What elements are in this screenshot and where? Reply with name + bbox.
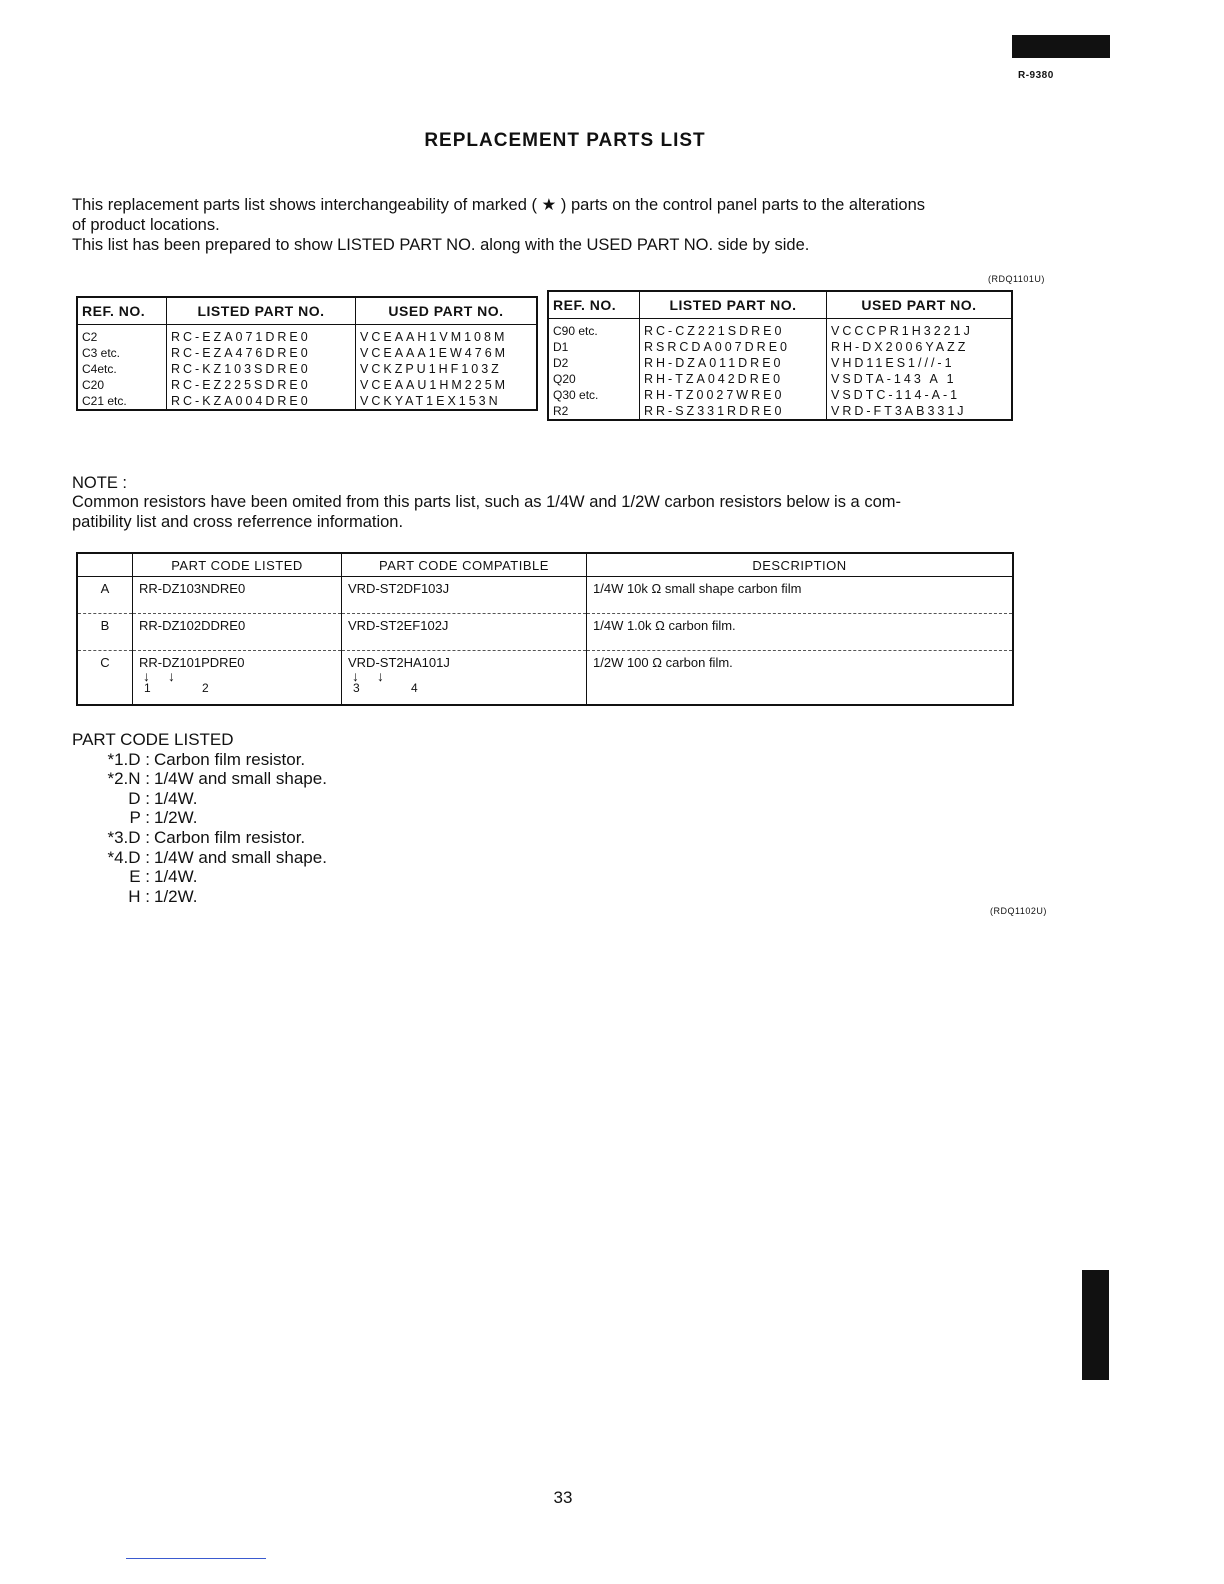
ref-number: C20 — [82, 378, 105, 392]
table-row — [548, 403, 1012, 420]
corner-index-mark — [1012, 35, 1110, 58]
legend-key: *4.D : — [107, 847, 150, 867]
down-arrow-icon: ↓↓ — [352, 668, 402, 684]
used-part-number: VCEAAA1EW476M — [356, 345, 538, 361]
column-header-description: DESCRIPTION — [587, 553, 1014, 577]
compatible-code: VRD-ST2EF102J — [342, 614, 587, 651]
position-markers: 3 4 — [353, 681, 442, 695]
listed-code-cell — [133, 651, 342, 706]
used-part-number: VRD-FT3AB331J — [827, 403, 1013, 420]
legend-key: *2.N : — [107, 769, 150, 789]
table-row — [77, 377, 537, 393]
legend-value: 1/4W and small shape. — [154, 847, 327, 867]
listed-part-number: RSRCDA007DRE0 — [640, 339, 827, 355]
page-title: REPLACEMENT PARTS LIST — [424, 130, 706, 151]
parts-table-left — [76, 296, 538, 411]
legend-item — [72, 848, 327, 868]
listed-part-number: RR-SZ331RDRE0 — [640, 403, 827, 420]
listed-code: RR-DZ101PDRE0 — [139, 655, 245, 670]
listed-part-number: RC-EZA476DRE0 — [167, 345, 356, 361]
legend-item — [72, 867, 327, 887]
legend-value: 1/2W. — [154, 886, 198, 906]
ref-number: Q30 etc. — [553, 388, 599, 402]
ref-number: C3 etc. — [82, 346, 121, 360]
table-row — [548, 319, 1012, 340]
legend-key: H : — [128, 886, 150, 906]
listed-part-number: RC-EZ225SDRE0 — [167, 377, 356, 393]
legend-value: 1/4W. — [154, 788, 198, 808]
table-header-row — [77, 553, 1013, 577]
column-header-used: USED PART NO. — [827, 291, 1013, 319]
table-row — [77, 614, 1013, 651]
column-header-key — [77, 553, 133, 577]
table-row — [77, 345, 537, 361]
note-text — [72, 492, 1072, 532]
listed-part-number: RH-TZA042DRE0 — [640, 371, 827, 387]
intro-line-2: of product locations. — [72, 216, 220, 234]
legend-value: 1/4W. — [154, 867, 198, 887]
page-number: 33 — [553, 1488, 573, 1507]
table-row — [548, 371, 1012, 387]
description: 1/2W 100 Ω carbon film. — [587, 651, 1014, 706]
intro-paragraph — [72, 195, 1072, 255]
column-header-listed: LISTED PART NO. — [640, 291, 827, 319]
position-markers: 1 2 — [144, 681, 233, 695]
compatibility-table — [76, 552, 1014, 706]
intro-line-1: This replacement parts list shows interchangeability of marked ( ★ ) parts on the control panel parts to the alterations — [72, 196, 926, 214]
legend-key: *1.D : — [107, 749, 150, 769]
ref-number: C2 — [82, 330, 98, 344]
column-header-ref: REF. NO. — [77, 297, 167, 325]
legend-item — [72, 887, 327, 907]
used-part-number: VSDTA-143 A 1 — [827, 371, 1013, 387]
column-header-ref: REF. NO. — [548, 291, 640, 319]
legend-value: 1/4W and small shape. — [154, 769, 327, 789]
ref-number: C4etc. — [82, 362, 117, 376]
table-row — [77, 393, 537, 410]
part-code-legend — [72, 730, 327, 906]
note-line-2: patibility list and cross referrence information. — [72, 513, 404, 531]
listed-part-number: RH-DZA011DRE0 — [640, 355, 827, 371]
legend-value: 1/2W. — [154, 808, 198, 828]
legend-title: PART CODE LISTED — [72, 730, 234, 749]
table-header-row — [548, 291, 1012, 319]
listed-part-number: RC-KZ103SDRE0 — [167, 361, 356, 377]
table-row — [77, 577, 1013, 614]
row-key: A — [77, 577, 133, 614]
column-header-used: USED PART NO. — [356, 297, 538, 325]
column-header-listed: PART CODE LISTED — [133, 553, 342, 577]
legend-item — [72, 808, 327, 828]
compatible-code-cell — [342, 651, 587, 706]
description: 1/4W 10k Ω small shape carbon film — [587, 577, 1014, 614]
divider — [126, 1558, 266, 1559]
used-part-number: VCKYAT1EX153N — [356, 393, 538, 410]
legend-key: E : — [129, 867, 150, 887]
model-number: R-9380 — [1018, 70, 1054, 81]
note-label: NOTE : — [72, 474, 128, 492]
listed-part-number: RC-KZA004DRE0 — [167, 393, 356, 410]
legend-key: *3.D : — [107, 827, 150, 847]
ref-number: D1 — [553, 340, 569, 354]
legend-item — [72, 789, 327, 809]
legend-item — [72, 828, 327, 848]
table-row — [548, 387, 1012, 403]
ref-number: C90 etc. — [553, 324, 598, 338]
column-header-compatible: PART CODE COMPATIBLE — [342, 553, 587, 577]
table-row — [77, 361, 537, 377]
listed-part-number: RC-EZA071DRE0 — [167, 325, 356, 346]
used-part-number: VCEAAH1VM108M — [356, 325, 538, 346]
reference-code: (RDQ1101U) — [988, 274, 1045, 284]
ref-number: C21 etc. — [82, 394, 127, 408]
used-part-number: VSDTC-114-A-1 — [827, 387, 1013, 403]
table-row — [548, 339, 1012, 355]
used-part-number: VCCCPR1H3221J — [827, 319, 1013, 340]
legend-value: Carbon film resistor. — [154, 827, 306, 847]
listed-part-number: RH-TZ0027WRE0 — [640, 387, 827, 403]
reference-code: (RDQ1102U) — [990, 906, 1047, 916]
used-part-number: RH-DX2006YAZZ — [827, 339, 1013, 355]
ref-number: R2 — [553, 404, 569, 418]
compatible-code: VRD-ST2DF103J — [342, 577, 587, 614]
note-line-1: Common resistors have been omited from this parts list, such as 1/4W and 1/2W carbon resistors below is a com- — [72, 493, 901, 511]
used-part-number: VCKZPU1HF103Z — [356, 361, 538, 377]
legend-value: Carbon film resistor. — [154, 749, 306, 769]
ref-number: Q20 — [553, 372, 576, 386]
listed-code: RR-DZ103NDRE0 — [133, 577, 342, 614]
ref-number: D2 — [553, 356, 569, 370]
listed-part-number: RC-CZ221SDRE0 — [640, 319, 827, 340]
intro-line-3: This list has been prepared to show LISTED PART NO. along with the USED PART NO. side by side. — [72, 236, 810, 254]
legend-item — [72, 750, 327, 770]
column-header-listed: LISTED PART NO. — [167, 297, 356, 325]
listed-code: RR-DZ102DDRE0 — [133, 614, 342, 651]
table-row — [548, 355, 1012, 371]
used-part-number: VCEAAU1HM225M — [356, 377, 538, 393]
used-part-number: VHD11ES1///-1 — [827, 355, 1013, 371]
parts-table-right — [547, 290, 1013, 421]
legend-item — [72, 769, 327, 789]
legend-key: P : — [129, 808, 150, 828]
compatible-code: VRD-ST2HA101J — [348, 655, 450, 670]
side-index-mark — [1082, 1270, 1109, 1380]
row-key: B — [77, 614, 133, 651]
row-key: C — [100, 655, 110, 670]
table-header-row — [77, 297, 537, 325]
description: 1/4W 1.0k Ω carbon film. — [587, 614, 1014, 651]
table-row — [77, 325, 537, 346]
down-arrow-icon: ↓↓ — [143, 668, 193, 684]
table-row — [77, 651, 1013, 706]
legend-key: D : — [128, 788, 150, 808]
